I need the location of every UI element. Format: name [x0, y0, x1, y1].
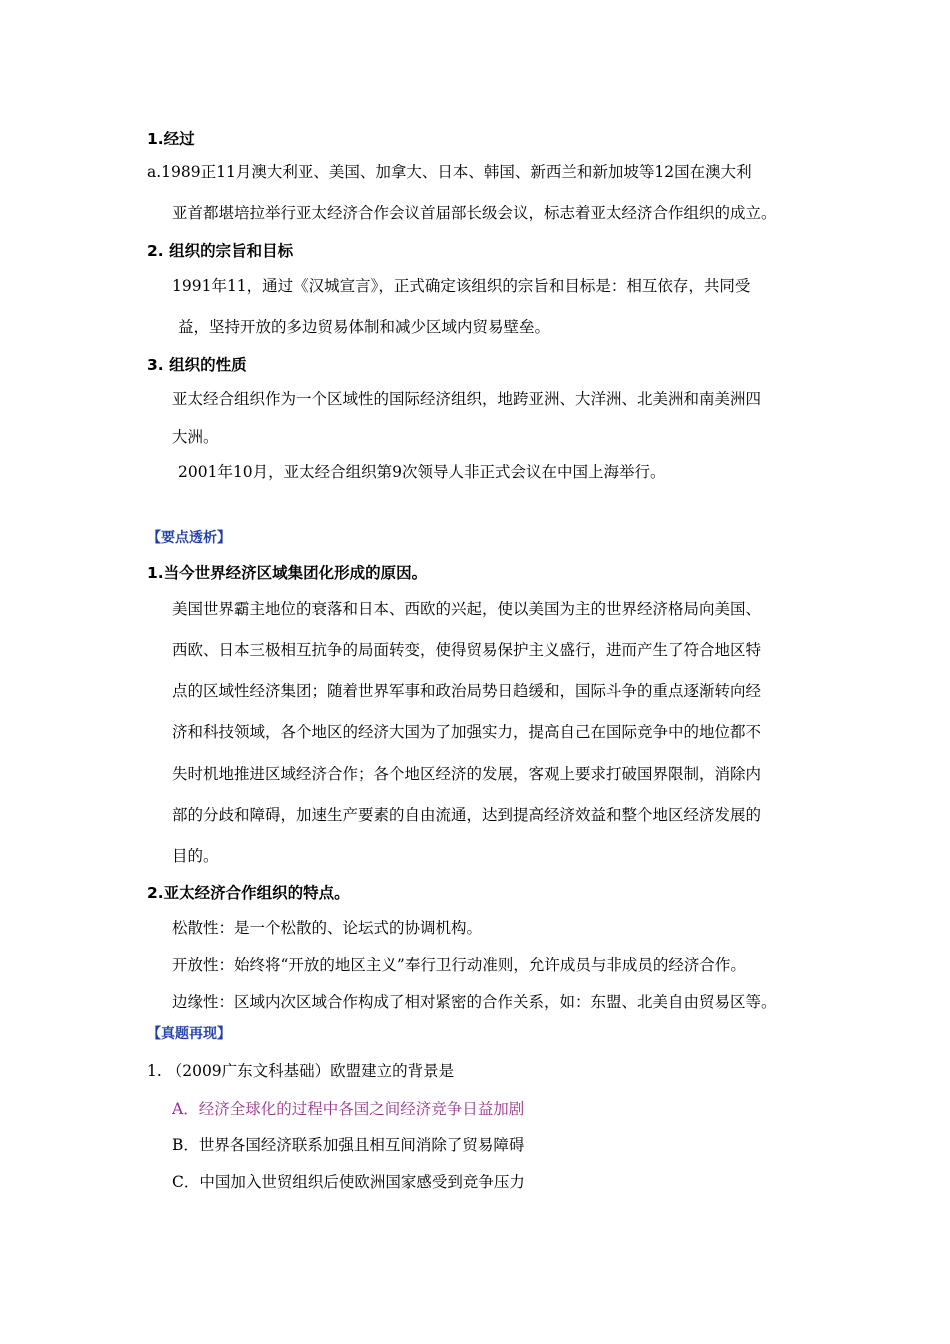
paragraph-line: 目的。	[172, 847, 219, 865]
paragraph-line: 边缘性：区域内次区域合作构成了相对紧密的合作关系，如：东盟、北美自由贸易区等。	[172, 993, 777, 1011]
paragraph-line: 部的分歧和障碍，加速生产要素的自由流通，达到提高经济效益和整个地区经济发展的	[172, 806, 762, 824]
option-b: B．世界各国经济联系加强且相互间消除了贸易障碍	[172, 1136, 525, 1154]
heading-purpose: 2. 组织的宗旨和目标	[147, 242, 294, 260]
option-c: C．中国加入世贸组织后使欧洲国家感受到竞争压力	[172, 1173, 525, 1191]
paragraph-line: 济和科技领域，各个地区的经济大国为了加强实力，提高自己在国际竞争中的地位都不	[172, 723, 762, 741]
heading-nature: 3. 组织的性质	[147, 356, 247, 374]
paragraph-line: 益，坚持开放的多边贸易体制和减少区域内贸易壁垒。	[178, 318, 551, 336]
paragraph-line: 失时机地推进区域经济合作；各个地区经济的发展，客观上要求打破国界限制，消除内	[172, 765, 762, 783]
paragraph-line: 开放性：始终将“开放的地区主义”奉行卫行动准则，允许成员与非成员的经济合作。	[172, 956, 746, 974]
paragraph-line: 大洲。	[172, 428, 219, 446]
question-stem: 1. （2009广东文科基础）欧盟建立的背景是	[147, 1062, 455, 1080]
paragraph-line: 美国世界霸主地位的衰落和日本、西欧的兴起，使以美国为主的世界经济格局向美国、	[172, 600, 762, 618]
section-tag-key-points: 【要点透析】	[147, 530, 231, 546]
paragraph-line: 松散性：是一个松散的、论坛式的协调机构。	[172, 919, 483, 937]
heading-causes: 1.当今世界经济区域集团化形成的原因。	[147, 564, 428, 582]
paragraph-line: 亚首都堪培拉举行亚太经济合作会议首届部长级会议，标志着亚太经济合作组织的成立。	[172, 204, 777, 222]
option-a: A．经济全球化的过程中各国之间经济竞争日益加剧	[172, 1100, 525, 1118]
paragraph-line: 西欧、日本三极相互抗争的局面转变，使得贸易保护主义盛行，进而产生了符合地区特	[172, 641, 762, 659]
heading-process: 1.经过	[147, 130, 195, 148]
heading-features: 2.亚太经济合作组织的特点。	[147, 884, 350, 902]
section-tag-past-questions: 【真题再现】	[147, 1026, 231, 1042]
paragraph-line: a.1989正11月澳大利亚、美国、加拿大、日本、韩国、新西兰和新加坡等12国在澳大利	[147, 163, 752, 181]
paragraph-line: 亚太经合组织作为一个区域性的国际经济组织，地跨亚洲、大洋洲、北美洲和南美洲四	[172, 390, 762, 408]
paragraph-line: 2001年10月，亚太经合组织第9次领导人非正式会议在中国上海举行。	[178, 463, 666, 481]
paragraph-line: 点的区域性经济集团；随着世界军事和政治局势日趋缓和，国际斗争的重点逐渐转向经	[172, 682, 762, 700]
paragraph-line: 1991年11，通过《汉城宣言》，正式确定该组织的宗旨和目标是：相互依存，共同受	[172, 277, 751, 295]
